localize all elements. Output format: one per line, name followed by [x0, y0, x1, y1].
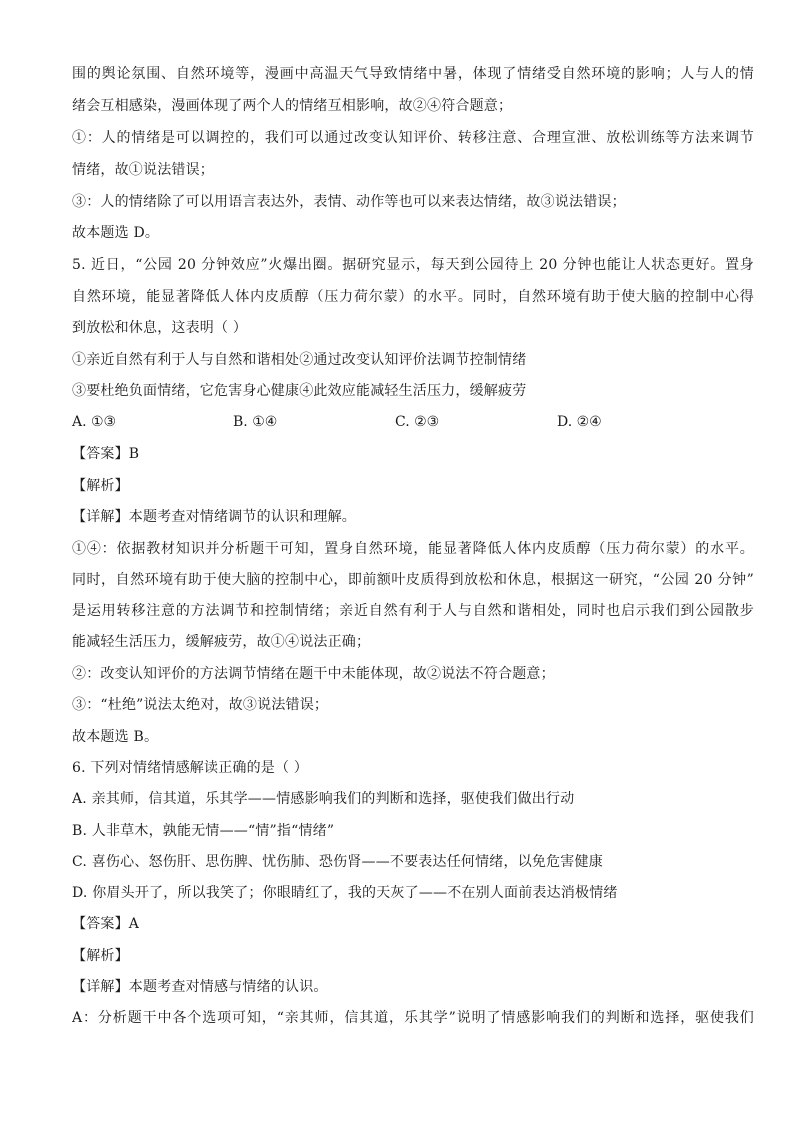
analysis-line: 同时，自然环境有助于使大脑的控制中心，即前额叶皮质得到放松和休息，根据这一研究，“公园 20 分钟” — [72, 572, 754, 588]
analysis-line: ②：改变认知评价的方法调节情绪在题干中未能体现，故②说法不符合题意； — [72, 666, 555, 682]
analysis-line: ①④：依据教材知识并分析题干可知，置身自然环境，能显著降低人体内皮质醇（压力荷尔蒙）的水平。 — [72, 541, 754, 557]
question-6-option-d: D. 你眉头开了，所以我笑了；你眼睛红了，我的天灰了——不在别人面前表达消极情绪 — [72, 885, 618, 901]
option-d: D. ②④ — [557, 414, 602, 430]
analysis-line: 【详解】本题考查对情绪调节的认识和理解。 — [72, 509, 356, 525]
analysis-line: 是运用转移注意的方法调节和控制情绪；亲近自然有利于人与自然和谐相处，同时也启示我们到公园散步 — [72, 603, 754, 619]
question-6-option-a: A. 亲其师，信其道，乐其学——情感影响我们的判断和选择，驱使我们做出行动 — [72, 791, 575, 807]
question-5-stem: 到放松和休息，这表明（ ） — [72, 320, 248, 336]
analysis-line: ③：“杜绝”说法太绝对，故③说法错误； — [72, 697, 329, 713]
question-6-option-c: C. 喜伤心、怒伤肝、思伤脾、忧伤肺、恐伤肾——不要表达任何情绪，以免危害健康 — [72, 854, 603, 870]
question-6-analysis-heading: 【解析】 — [72, 948, 129, 964]
analysis-line: 【详解】本题考查对情感与情绪的认识。 — [72, 979, 328, 995]
analysis-line: 能减轻生活压力，缓解疲劳，故①④说法正确； — [72, 634, 371, 650]
question-5-options — [72, 412, 752, 432]
analysis-line: 故本题选 B。 — [72, 729, 159, 745]
question-5-stem: 5. 近日，“公园 20 分钟效应”火爆出圈。据研究显示，每天到公园待上 20 分钟也能让人状态更好。置身 — [72, 257, 754, 273]
analysis-line: A：分析题干中各个选项可知，“亲其师，信其道，乐其学”说明了情感影响我们的判断和选择，驱使我们 — [72, 1010, 754, 1026]
option-b: B. ①④ — [233, 414, 278, 430]
option-a: A. ①③ — [72, 414, 117, 430]
option-c: C. ②③ — [395, 414, 440, 430]
question-5-statement: ①亲近自然有利于人与自然和谐相处②通过改变认知评价法调节控制情绪 — [72, 352, 527, 368]
question-5-answer: 【答案】B — [72, 446, 140, 462]
text-line: 绪会互相感染，漫画体现了两个人的情绪互相影响，故②④符合题意； — [72, 98, 513, 114]
text-line: ①：人的情绪是可以调控的，我们可以通过改变认知评价、转移注意、合理宣泄、放松训练等方法来调节 — [72, 130, 754, 146]
question-6-option-b: B. 人非草木，孰能无情——“情”指“情绪” — [72, 823, 335, 839]
text-line: 情绪，故①说法错误； — [72, 162, 214, 178]
question-5-stem: 自然环境，能显著降低人体内皮质醇（压力荷尔蒙）的水平。同时，自然环境有助于使大脑的控制中心得 — [72, 289, 754, 305]
question-5-analysis-heading: 【解析】 — [72, 478, 129, 494]
question-6-stem: 6. 下列对情绪情感解读正确的是（ ） — [72, 760, 309, 776]
text-line: 故本题选 D。 — [72, 225, 160, 241]
text-line: ③：人的情绪除了可以用语言表达外，表情、动作等也可以来表达情绪，故③说法错误； — [72, 194, 626, 210]
question-6-answer: 【答案】A — [72, 916, 140, 932]
question-5-statement: ③要杜绝负面情绪，它危害身心健康④此效应能减轻生活压力，缓解疲劳 — [72, 383, 527, 399]
text-line: 围的舆论氛围、自然环境等，漫画中高温天气导致情绪中暑，体现了情绪受自然环境的影响；人与人的情 — [72, 66, 754, 82]
